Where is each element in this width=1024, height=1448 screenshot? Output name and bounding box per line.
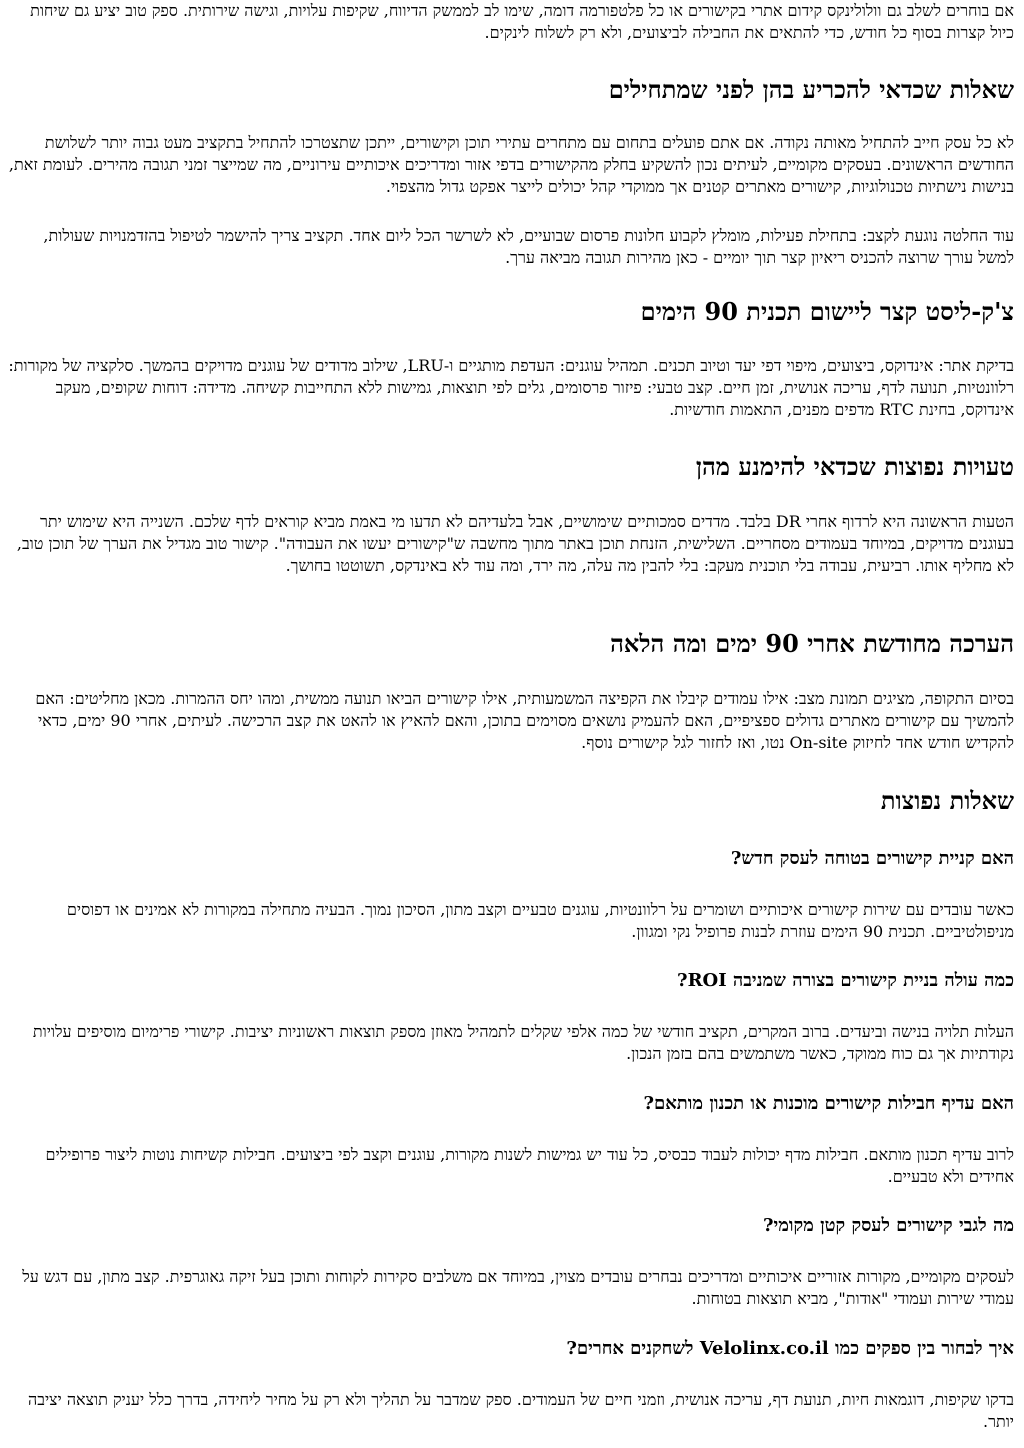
faq-heading: שאלות נפוצות — [880, 786, 1014, 815]
section-heading: צ'ק-ליסט קצר ליישום תכנית 90 הימים — [640, 297, 1014, 326]
section-paragraph: לא כל עסק חייב להתחיל מאותה נקודה. אם אתם פועלים בתחום עם מתחרים עתירי תוכן וקישורים, ייתכן שתצטרכו להתחיל בתקציב מעט גבוה יותר לשלושת החודשים הראשונים. בעסקים מקומיים, לעיתים נכון להשקיע בחלק מהקישורים בדפי אזור ומדריכים איכותיים עירוניים, מה שמייצר זמני תגובה מהירים. לעומת זאת, בנישות נישתיות טכנולוגיות, קישורים מאתרים קטנים אך ממוקדי קהל יכולים לייצר אפקט גדול מהצפוי. — [8, 133, 1014, 196]
faq-answer: לעסקים מקומיים, מקורות אזוריים איכותיים ומדריכים נבחרים עובדים מצוין, במיוחד אם משלבים סקירות לקוחות ותוכן בעל זיקה גאוגרפית. קצב מתון, עם דגש על עמודי שירות ועמודי "אודות", מביא תוצאות בטוחות. — [22, 1267, 1014, 1308]
section-heading: הערכה מחודשת אחרי 90 ימים ומה הלאה — [610, 629, 1014, 658]
intro-paragraph: אם בוחרים לשלב גם וולולינקס קידום אתרי בקישורים או כל פלטפורמה דומה, שימו לב לממשק הדיווח, שקיפות עלויות, וגישה שירותית. ספק טוב יציע גם שיחות כיול קצרות בסוף כל חודש, כדי להתאים את החבילה לביצועים, ולא רק לשלוח לינקים. — [30, 1, 1014, 42]
section-heading: טעויות נפוצות שכדאי להימנע מהן — [695, 452, 1014, 481]
faq-question: כמה עולה בניית קישורים בצורה שמניבה ROI? — [677, 970, 1014, 991]
section-heading: שאלות שכדאי להכריע בהן לפני שמתחילים — [608, 75, 1014, 104]
faq-question: האם קניית קישורים בטוחה לעסק חדש? — [730, 848, 1014, 869]
faq-answer: לרוב עדיף תכנון מותאם. חבילות מדף יכולות לעבוד כבסיס, כל עוד יש גמישות לשנות מקורות, עוגנים וקצב לפי ביצועים. חבילות קשיחות נוטות ליצור פרופילים אחידים ולא טבעיים. — [45, 1145, 1014, 1186]
section-paragraph: עוד החלטה נוגעת לקצב: בתחילת פעילות, מומלץ לקבוע חלונות פרסום שבועיים, לא לשרשר הכל ליום אחד. תקציב צריך להישמר לטיפול בהזדמנויות שעולות, למשל עורך שרוצה להכניס ריאיון קצר תוך יומיים - כאן מהירות תגובה מביאה ערך. — [43, 226, 1014, 267]
section-paragraph: הטעות הראשונה היא לרדוף אחרי DR בלבד. מדדים סמכותיים שימושיים, אבל בלעדיהם לא תדעו מי באמת מביא קוראים לדף שלכם. השנייה היא שימוש יתר בעוגנים מדויקים, במיוחד בעמודים מסחריים. השלישית, הזנחת תוכן באתר מתוך מחשבה ש"קישורים יעשו את העבודה". קישור טוב מגדיל את הערך של תוכן טוב, לא מחליף אותו. רביעית, עבודה בלי תוכנית מעקב: בלי להבין מה עלה, מה ירד, ומה עוד לא באינדקס, תשוטטו בחושך. — [16, 512, 1014, 575]
faq-question: מה לגבי קישורים לעסק קטן מקומי? — [762, 1215, 1014, 1236]
faq-answer: כאשר עובדים עם שירות קישורים איכותיים ושומרים על רלוונטיות, עוגנים טבעיים וקצב מתון, הסיכון נמוך. הבעיה מתחילה במקורות לא אמינים או דפוסים מניפולטיביים. תכנית 90 הימים עוזרת לבנות פרופיל נקי ומגוון. — [66, 900, 1014, 941]
faq-question: האם עדיף חבילות קישורים מוכנות או תכנון מותאם? — [643, 1093, 1014, 1114]
faq-question: איך לבחור בין ספקים כמו Velolinx.co.il לשחקנים אחרים? — [566, 1338, 1014, 1359]
faq-answer: העלות תלויה בנישה וביעדים. ברוב המקרים, תקציב חודשי של כמה אלפי שקלים לתמהיל מאוזן מספק תוצאות ראשוניות יציבות. קישורי פרימיום מוסיפים עלויות נקודתיות אך גם כוח ממוקד, כאשר משתמשים בהם בזמן הנכון. — [32, 1022, 1014, 1063]
section-paragraph: בסיום התקופה, מציגים תמונת מצב: אילו עמודים קיבלו את הקפיצה המשמעותית, אילו קישורים הביאו תנועה ממשית, ומהו יחס ההמרות. מכאן מחליטים: האם להמשיך עם קישורים מאתרים גדולים ספציפיים, האם להעמיק נושאים מסוימים בתוכן, והאם להאיץ או להאט את קצב הרכישה. לעיתים, אחרי 90 ימים, כדאי להקדיש חודש אחד לחיזוק On-site נטו, ואז לחזור לגל קישורים נוסף. — [35, 689, 1014, 752]
faq-answer: בדקו שקיפות, דוגמאות חיות, תנועת דף, עריכה אנושית, וזמני חיים של העמודים. ספק שמדבר על תהליך ולא רק על מחיר ליחידה, בדרך כלל יעניק תוצאה יציבה יותר. — [28, 1390, 1014, 1431]
section-paragraph: בדיקת אתר: אינדוקס, ביצועים, מיפוי דפי יעד וטיוב תכנים. תמהיל עוגנים: העדפת מותגיים ו-LRU, שילוב מדודים של עוגנים מדויקים בהמשך. סלקציה של מקורות: רלוונטיות, תנועה לדף, עריכה אנושית, זמן חיים. קצב טבעי: פיזור פרסומים, גלים לפי תוצאות, גמישות ללא התחייבות קשיחה. מדידה: דוחות שקופים, מעקב אינדוקס, בחינת RTC מדפים מפנים, התאמות חודשיות. — [8, 356, 1014, 419]
